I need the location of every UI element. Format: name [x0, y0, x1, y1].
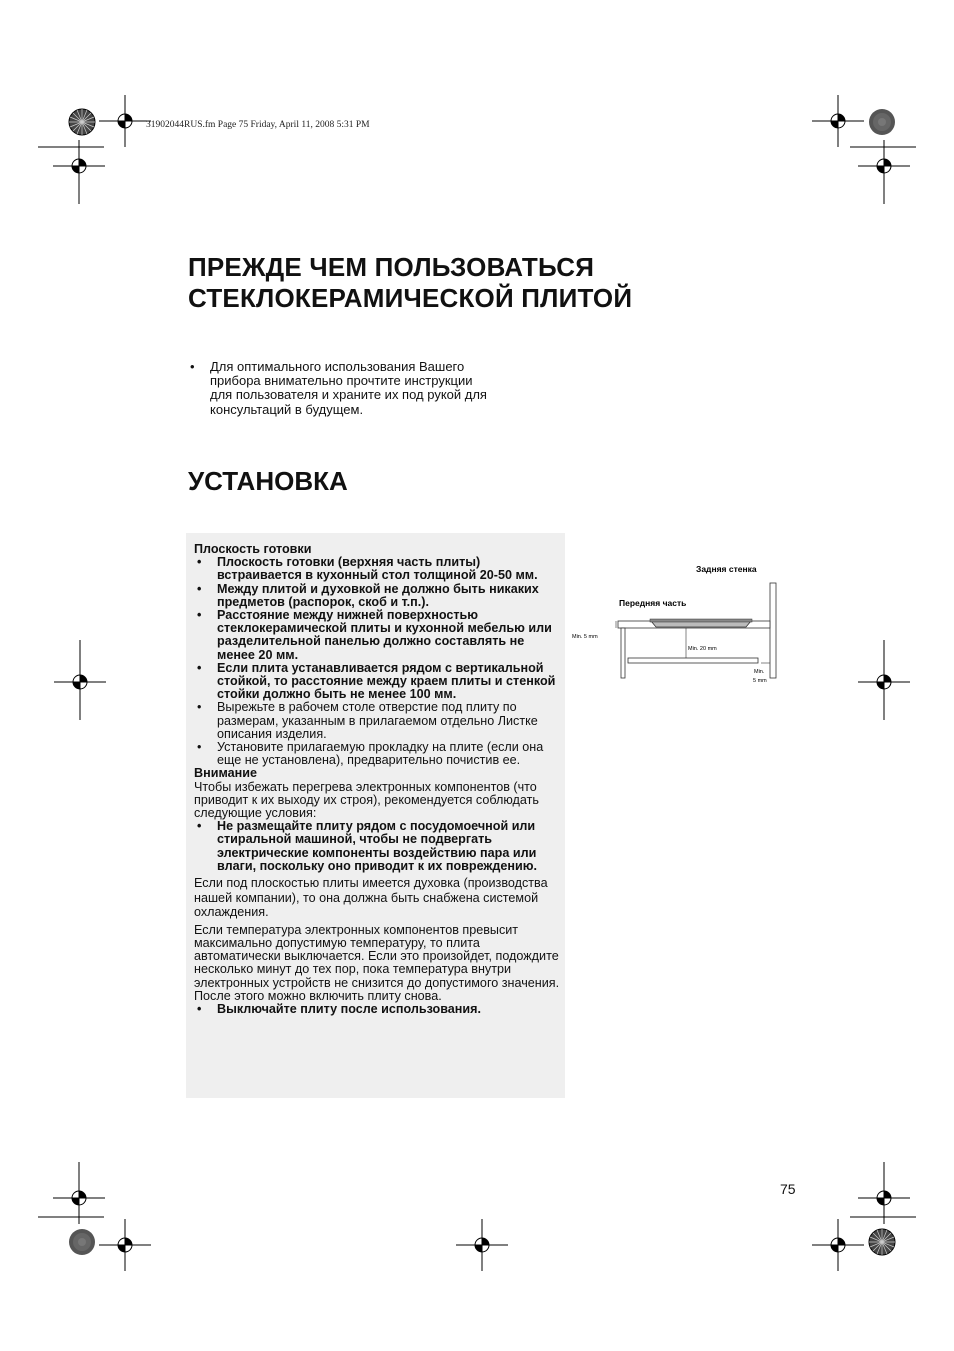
oven-text: Если под плоскостью плиты имеется духовка (производства нашей компании), то она должна быть снабжена системой охлаждения. — [194, 876, 548, 920]
list-item: • Плоскость готовки (верхняя часть плиты) встраивается в кухонный стол толщиной 20-50 мм. — [194, 556, 561, 582]
installation-diagram — [566, 555, 786, 690]
intro-list — [188, 360, 488, 417]
box-heading-warning: Внимание — [194, 766, 257, 781]
min-20mm-label: Min. 20 mm — [688, 646, 717, 652]
warning-text: Чтобы избежать перегрева электронных компонентов (что приводит к их выходу их строя), рекомендуется соблюдать следующие условия: — [194, 779, 539, 821]
divider-panel — [628, 658, 758, 663]
min-label: Min. — [754, 669, 765, 675]
intro-bullet: • Для оптимального использования Вашего прибора внимательно прочтите инструкции для пользователя и храните их под рукой для консультаций в будущем. — [188, 360, 488, 417]
section-title: УСТАНОВКА — [188, 466, 348, 496]
page-title — [188, 252, 632, 314]
temperature-text: Если температура электронных компонентов превысит максимально допустимую температуру, то плита автоматически выключается. Если это произойдет, подождите несколько минут до тех пор, пока температура внутри электронных устройств не снизится до допустимого значения. После этого можно включить плиту снова. — [194, 922, 560, 1003]
page-number: 75 — [780, 1181, 796, 1197]
list-item: • Расстояние между нижней поверхностью стеклокерамической плиты и кухонной мебелью или разделительной панелью должно составлять не менее 20 мм. — [194, 609, 561, 662]
list-item: • Между плитой и духовкой не должно быть никаких предметов (распорок, скоб и т.п.). — [194, 583, 561, 609]
warning-list — [194, 820, 561, 873]
list-item: • Выключайте плиту после использования. — [194, 1003, 561, 1016]
front-label: Передняя часть — [619, 598, 687, 608]
min-5mm-side-label: 5 mm — [753, 678, 767, 684]
back-wall — [770, 583, 776, 678]
installation-box — [186, 533, 565, 1098]
cooktop-list — [194, 556, 561, 767]
box-heading-cooktop: Плоскость готовки — [194, 542, 312, 556]
list-item: • Установите прилагаемую прокладку на плите (если она еще не установлена), предварительно почистив ее. — [194, 741, 561, 767]
final-list — [194, 1003, 561, 1016]
list-item: • Вырежьте в рабочем столе отверстие под плиту по размерам, указанным в прилагаемом отдельно Листке описания изделия. — [194, 701, 561, 741]
list-item: • Если плита устанавливается рядом с вертикальной стойкой, то расстояние между краем плиты и стенкой стойки должно быть не менее 100 мм. — [194, 662, 561, 702]
page-title-line1: ПРЕЖДЕ ЧЕМ ПОЛЬЗОВАТЬСЯ — [188, 252, 595, 282]
back-wall-label: Задняя стенка — [696, 564, 757, 574]
support-panel — [621, 628, 625, 678]
file-info-header: 31902044RUS.fm Page 75 Friday, April 11, 2008 5:31 PM — [146, 120, 370, 130]
min-5mm-label: Min. 5 mm — [572, 634, 598, 640]
list-item: • Не размещайте плиту рядом с посудомоечной или стиральной машиной, чтобы не подвергать электрические компоненты воздействию пара или влаги, поскольку оно приводит к их повреждению. — [194, 820, 561, 873]
page-title-line2: СТЕКЛОКЕРАМИЧЕСКОЙ ПЛИТОЙ — [188, 283, 633, 313]
